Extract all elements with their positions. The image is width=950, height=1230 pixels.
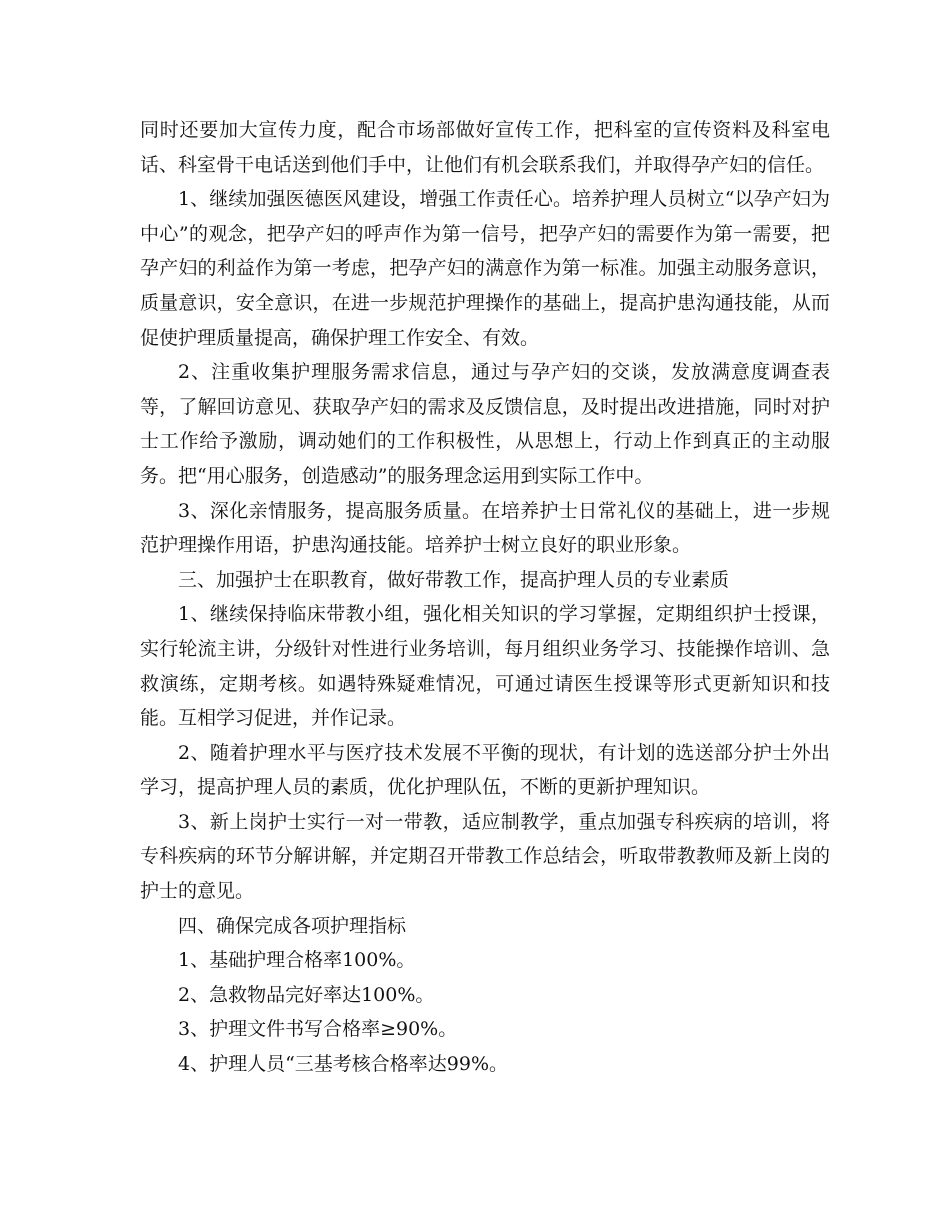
- document-body: [140, 113, 830, 1082]
- paragraph-teaching-group: 1、继续保持临床带教小组，强化相关知识的学习掌握，定期组织护士授课，实行轮流主讲，分级针对性进行业务培训，每月组织业务学习、技能操作培训、急救演练，定期考核。如遇特殊疑难情况，可通过请医生授课等形式更新知识和技能。互相学习促进，并作记录。: [140, 603, 830, 730]
- paragraph-publicity: 同时还要加大宣传力度，配合市场部做好宣传工作，把科室的宣传资料及科室电话、科室骨干电话送到他们手中，让他们有机会联系我们，并取得孕产妇的信任。: [140, 119, 830, 176]
- indicator-basic-care: 1、基础护理合格率100%。: [178, 949, 416, 972]
- paragraph-kinship-service: 3、深化亲情服务，提高服务质量。在培养护士日常礼仪的基础上，进一步规范护理操作用语，护患沟通技能。培养护士树立良好的职业形象。: [140, 499, 830, 557]
- paragraph-ethics: 1、继续加强医德医风建设，增强工作责任心。培养护理人员树立“以孕产妇为中心”的观念，把孕产妇的呼声作为第一信号，把孕产妇的需要作为第一需要，把孕产妇的利益作为第一考虑，把孕产妇的满意作为第一标准。加强主动服务意识，质量意识，安全意识，在进一步规范护理操作的基础上，提高护患沟通技能，从而促使护理质量提高，确保护理工作安全、有效。: [140, 188, 830, 349]
- paragraph-external-study: 2、随着护理水平与医疗技术发展不平衡的现状，有计划的选送部分护士外出学习，提高护理人员的素质，优化护理队伍，不断的更新护理知识。: [140, 741, 830, 799]
- paragraph-new-nurses: 3、新上岗护士实行一对一带教，适应制教学，重点加强专科疾病的培训，将专科疾病的环节分解讲解，并定期召开带教工作总结会，听取带教教师及新上岗的护士的意见。: [140, 810, 830, 903]
- section-heading-indicators: 四、确保完成各项护理指标: [178, 914, 407, 937]
- indicator-emergency-supplies: 2、急救物品完好率达100%。: [178, 983, 435, 1006]
- indicator-documentation: 3、护理文件书写合格率≥90%。: [178, 1018, 458, 1041]
- section-heading-education: 三、加强护士在职教育，做好带教工作，提高护理人员的专业素质: [178, 568, 730, 591]
- indicator-three-basics: 4、护理人员“三基考核合格率达99%。: [178, 1053, 509, 1076]
- paragraph-feedback: 2、注重收集护理服务需求信息，通过与孕产妇的交谈，发放满意度调查表等，了解回访意见、获取孕产妇的需求及反馈信息，及时提出改进措施，同时对护士工作给予激励，调动她们的工作积极性，从思想上，行动上作到真正的主动服务。把“用心服务，创造感动”的服务理念运用到实际工作中。: [140, 361, 830, 487]
